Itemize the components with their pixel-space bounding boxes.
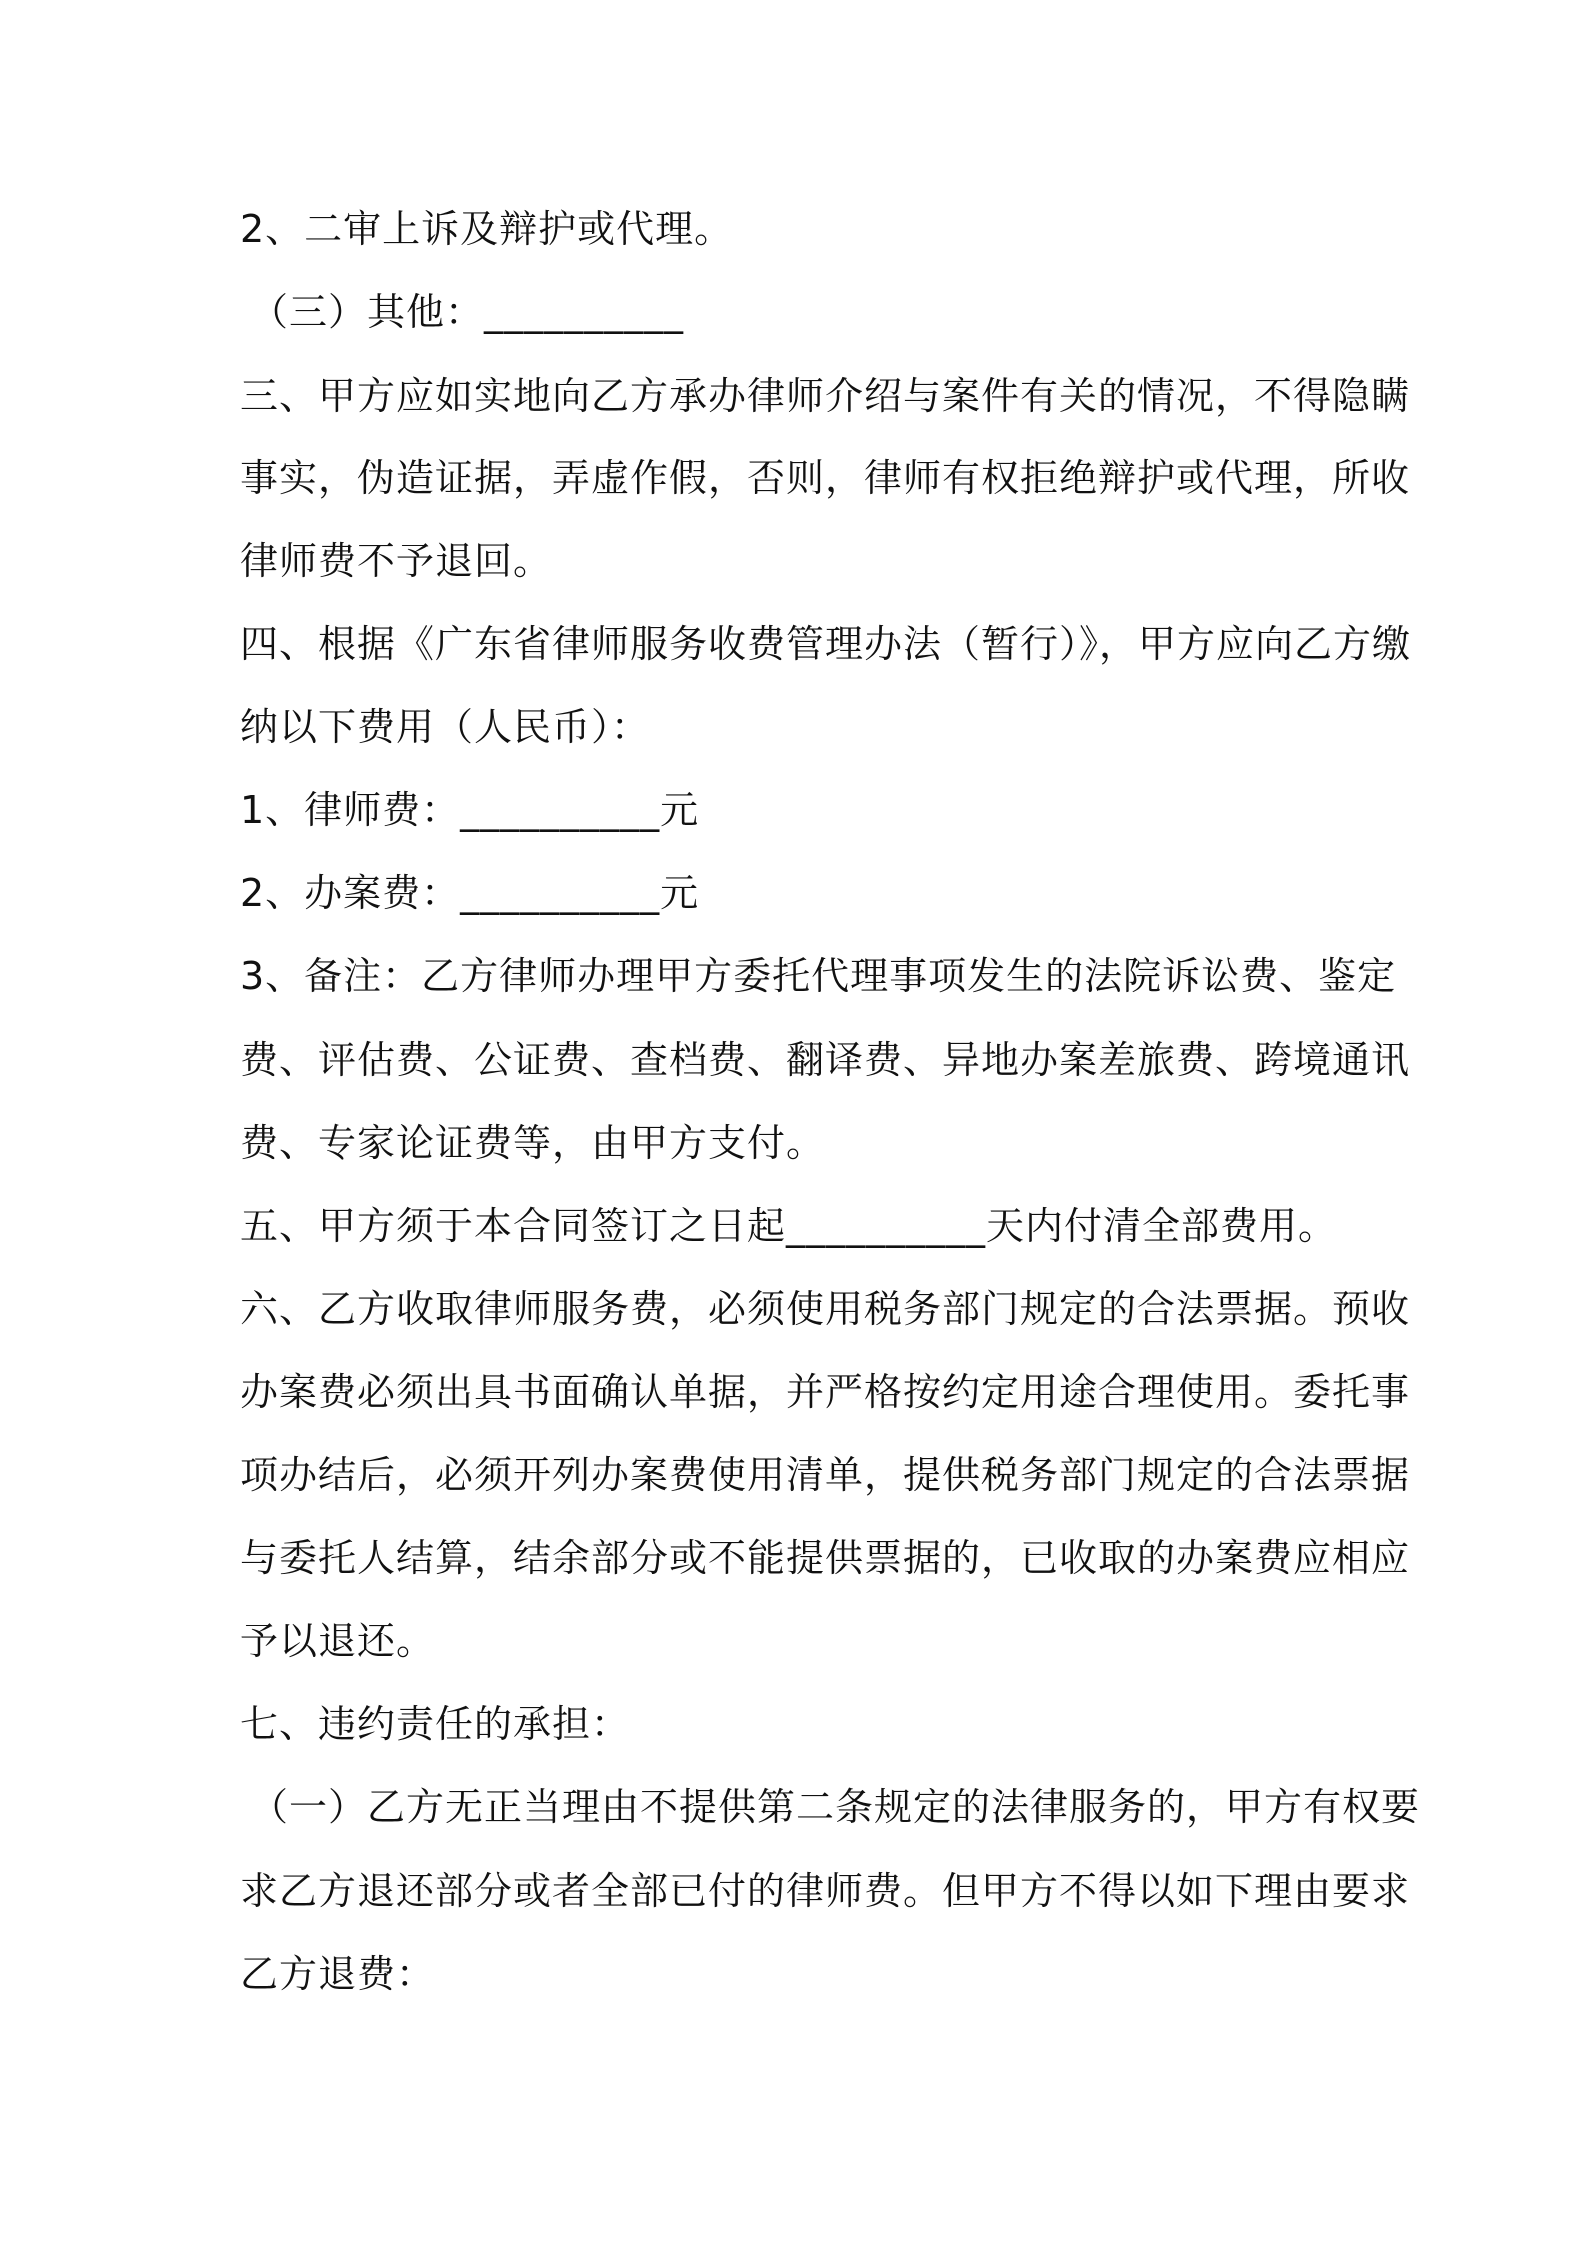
- text-line-clause-4-b: 纳以下费用（人民币）：: [240, 705, 651, 749]
- text-line-clause-4-a: 四、根据《广东省律师服务收费管理办法（暂行）》，甲方应向乙方缴: [240, 622, 1412, 666]
- text-line-clause-6-d: 与委托人结算，结余部分或不能提供票据的，已收取的办案费应相应: [240, 1536, 1411, 1580]
- text-line-clause-5: 五、甲方须于本合同签订之日起__________天内付清全部费用。: [240, 1204, 1338, 1248]
- text-line-clause-7: 七、违约责任的承担：: [240, 1702, 631, 1746]
- text-line-remark-a: 3、备注：乙方律师办理甲方委托代理事项发生的法院诉讼费、鉴定: [240, 954, 1397, 998]
- text-line-clause-6-b: 办案费必须出具书面确认单据，并严格按约定用途合理使用。委托事: [240, 1370, 1411, 1414]
- text-line-case-fee: 2、办案费：__________元: [240, 871, 700, 915]
- text-line-lawyer-fee: 1、律师费：__________元: [240, 788, 700, 832]
- text-line-appeal: 2、二审上诉及辩护或代理。: [240, 207, 734, 251]
- text-line-clause-6-c: 项办结后，必须开列办案费使用清单，提供税务部门规定的合法票据: [240, 1453, 1411, 1497]
- text-line-clause-7-1-b: 求乙方退还部分或者全部已付的律师费。但甲方不得以如下理由要求: [240, 1869, 1411, 1913]
- text-line-remark-c: 费、专家论证费等，由甲方支付。: [240, 1121, 826, 1165]
- text-line-clause-3-c: 律师费不予退回。: [240, 539, 553, 583]
- text-line-clause-3-b: 事实，伪造证据，弄虚作假，否则，律师有权拒绝辩护或代理，所收: [240, 456, 1411, 500]
- text-line-clause-6-e: 予以退还。: [240, 1619, 436, 1663]
- text-line-clause-7-1-c: 乙方退费：: [240, 1952, 436, 1996]
- text-line-clause-3-a: 三、甲方应如实地向乙方承办律师介绍与案件有关的情况，不得隐瞒: [240, 374, 1411, 418]
- text-line-remark-b: 费、评估费、公证费、查档费、翻译费、异地办案差旅费、跨境通讯: [240, 1038, 1411, 1082]
- text-line-other: （三）其他：__________: [250, 290, 685, 334]
- text-line-clause-7-1-a: （一）乙方无正当理由不提供第二条规定的法律服务的，甲方有权要: [250, 1785, 1421, 1829]
- text-line-clause-6-a: 六、乙方收取律师服务费，必须使用税务部门规定的合法票据。预收: [240, 1287, 1411, 1331]
